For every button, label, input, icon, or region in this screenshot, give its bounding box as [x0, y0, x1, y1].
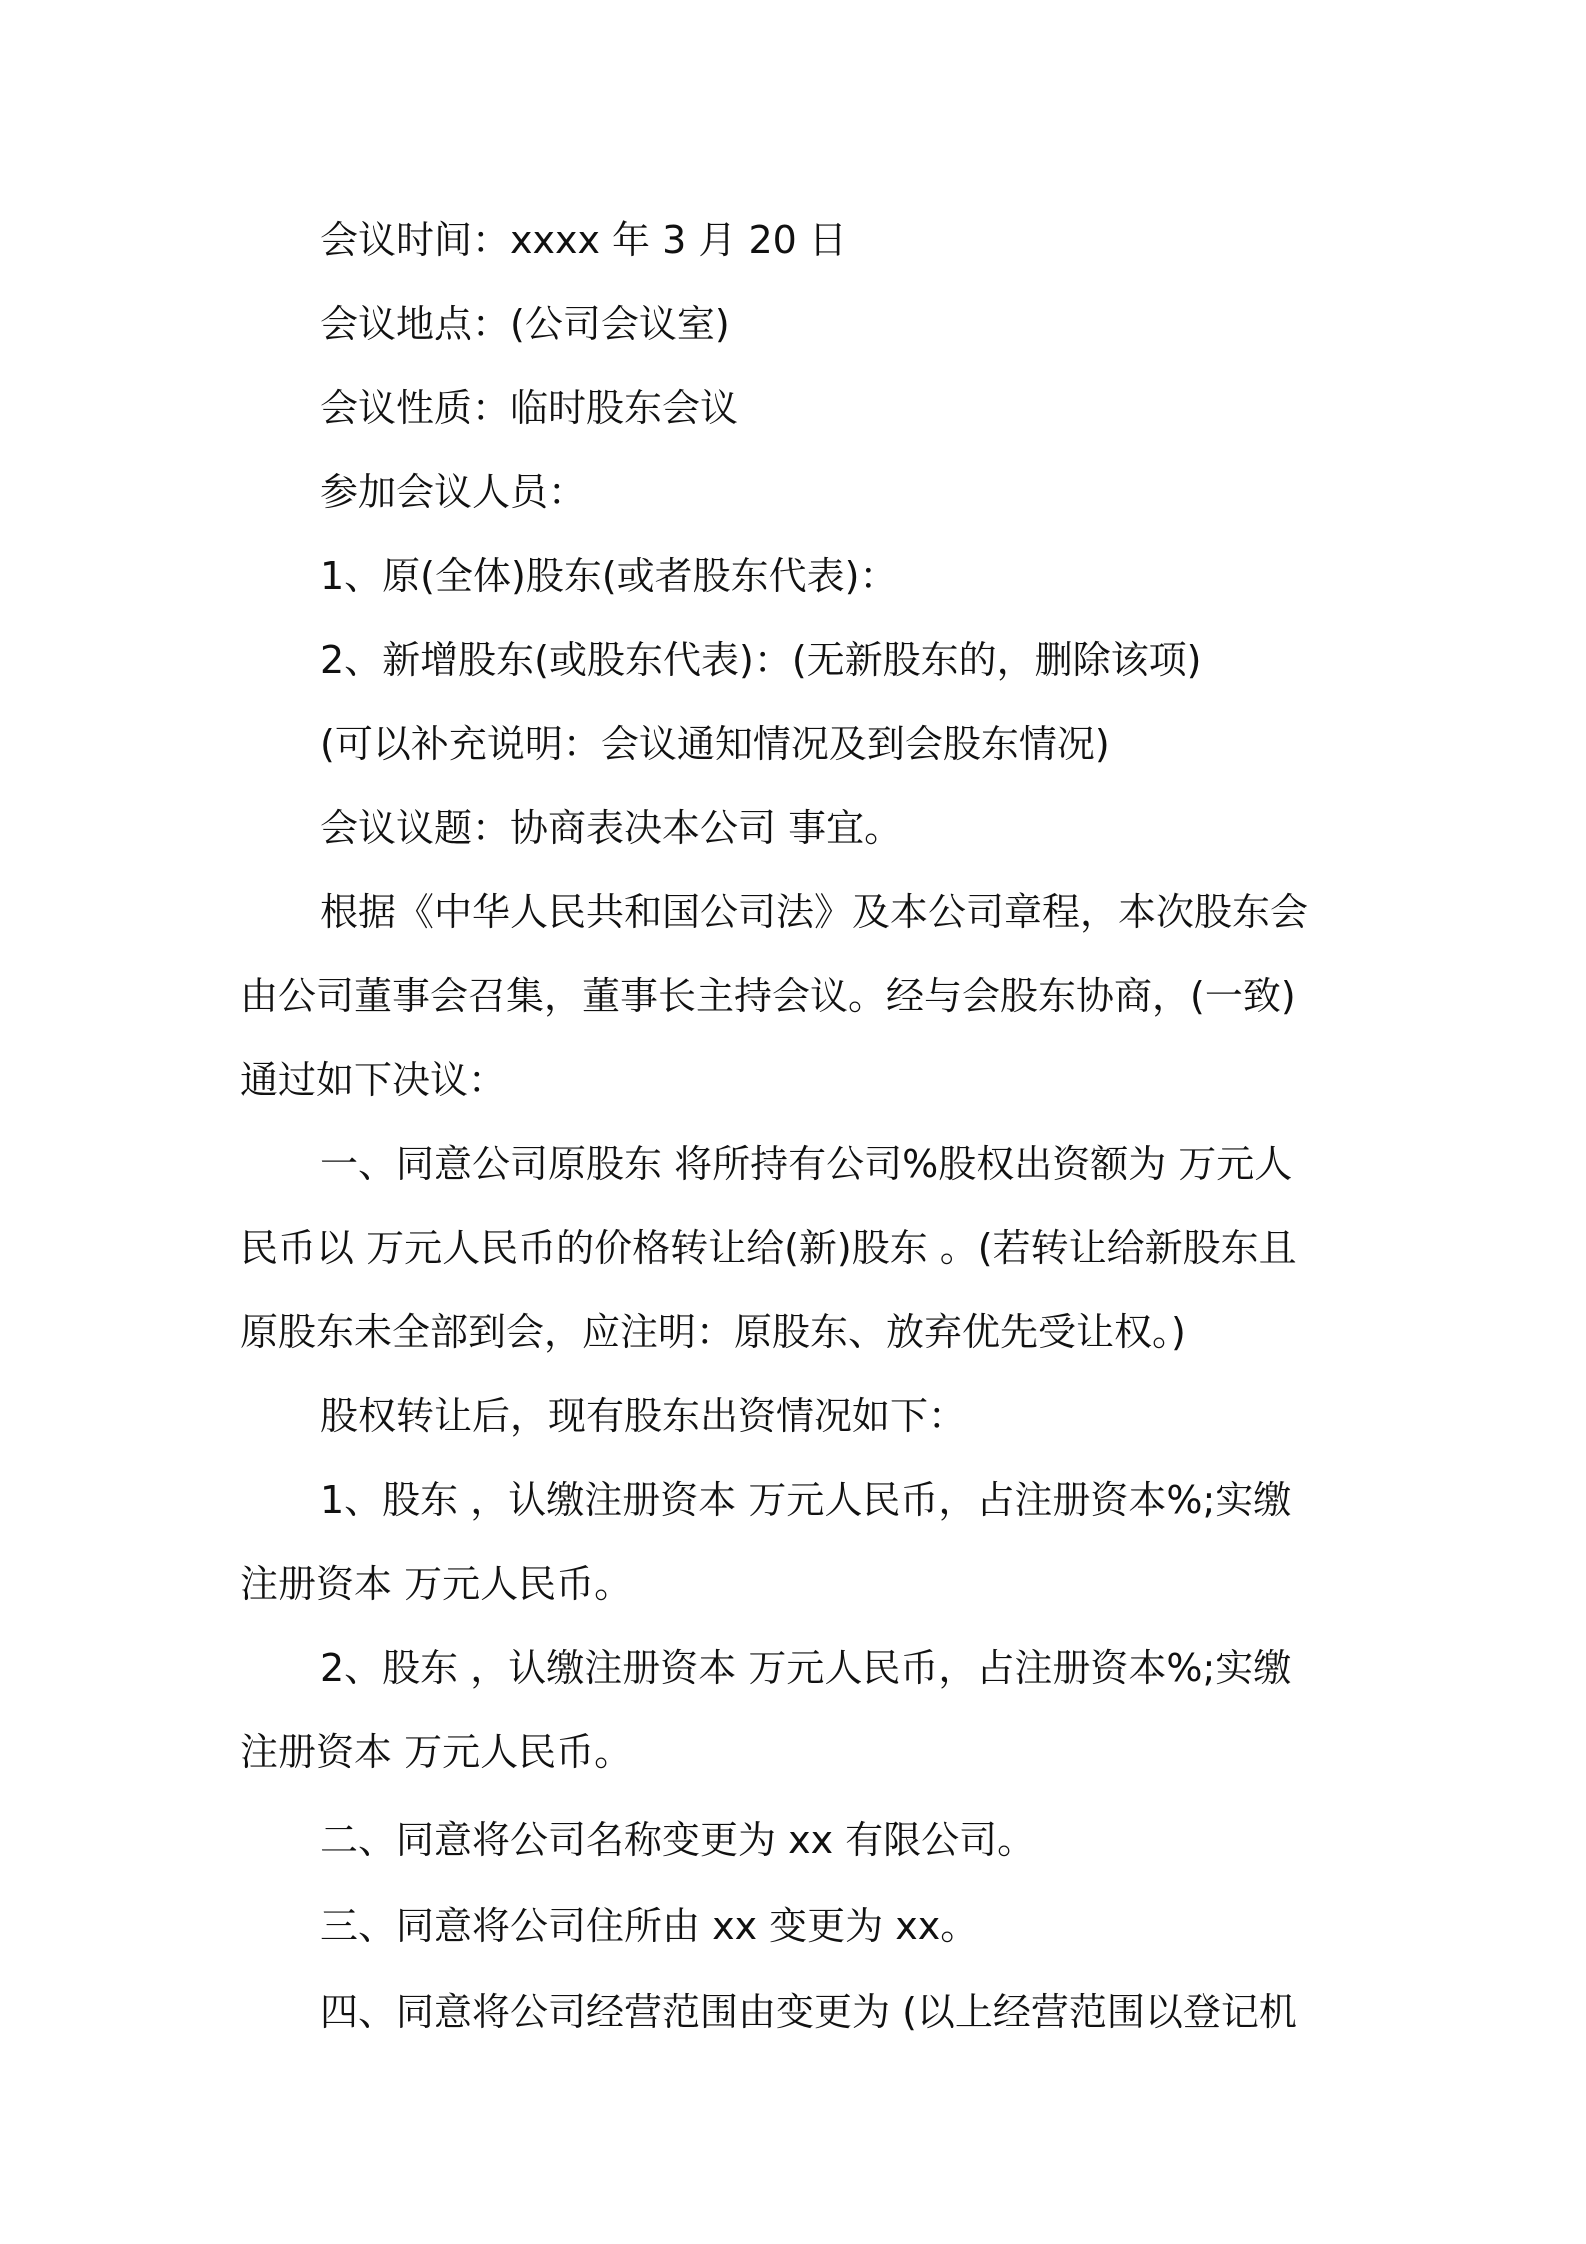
attendees-item-2: 2、新增股东(或股东代表)：(无新股东的，删除该项)	[320, 638, 1202, 682]
basis-paragraph-line-2: 由公司董事会召集，董事长主持会议。经与会股东协商，(一致)	[240, 974, 1296, 1018]
post-transfer-line: 股权转让后，现有股东出资情况如下：	[320, 1394, 967, 1438]
meeting-nature-line: 会议性质：临时股东会议	[320, 386, 739, 430]
resolution-1-line-3: 原股东未全部到会，应注明：原股东、放弃优先受让权。)	[240, 1310, 1186, 1354]
basis-paragraph-line-1: 根据《中华人民共和国公司法》及本公司章程，本次股东会	[320, 890, 1309, 934]
resolution-4-line: 四、同意将公司经营范围由变更为 (以上经营范围以登记机	[320, 1990, 1297, 2034]
attendees-item-1: 1、原(全体)股东(或者股东代表)：	[320, 554, 898, 598]
resolution-2-line: 二、同意将公司名称变更为 xx 有限公司。	[320, 1818, 1036, 1862]
shareholder-2-line-2: 注册资本 万元人民币。	[240, 1730, 633, 1774]
resolution-3-line: 三、同意将公司住所由 xx 变更为 xx。	[320, 1904, 979, 1948]
resolution-1-line-2: 民币以 万元人民币的价格转让给(新)股东 。(若转让给新股东且	[240, 1226, 1297, 1270]
shareholder-1-line-1: 1、股东 ，认缴注册资本 万元人民币，占注册资本%;实缴	[320, 1478, 1292, 1522]
shareholder-1-line-2: 注册资本 万元人民币。	[240, 1562, 633, 1606]
meeting-place-line: 会议地点：(公司会议室)	[320, 302, 730, 346]
shareholder-2-line-1: 2、股东 ，认缴注册资本 万元人民币，占注册资本%;实缴	[320, 1646, 1292, 1690]
supplement-note-line: (可以补充说明：会议通知情况及到会股东情况)	[320, 722, 1110, 766]
basis-paragraph-line-3: 通过如下决议：	[240, 1058, 507, 1102]
agenda-line: 会议议题：协商表决本公司 事宜。	[320, 806, 903, 850]
meeting-time-line: 会议时间：xxxx 年 3 月 20 日	[320, 218, 847, 262]
resolution-1-line-1: 一、同意公司原股东 将所持有公司%股权出资额为 万元人	[320, 1142, 1293, 1186]
attendees-heading-line: 参加会议人员：	[320, 470, 587, 514]
